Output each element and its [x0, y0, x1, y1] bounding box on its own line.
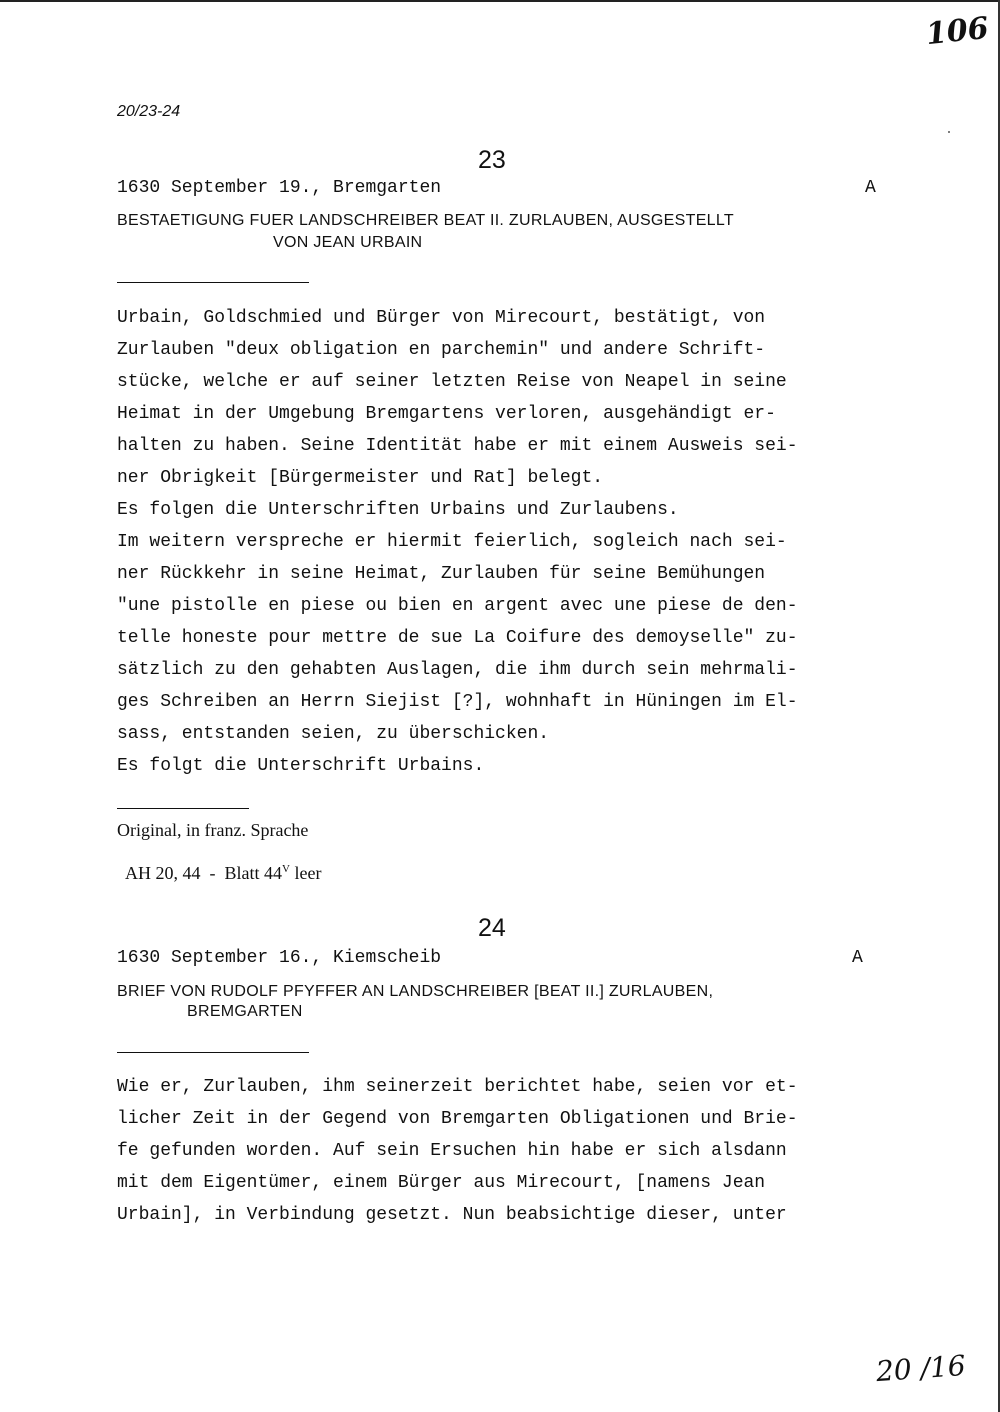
body-line: telle honeste pour mettre de sue La Coifure des demoyselle" zu- — [117, 628, 798, 648]
entry-23-title-line-2: VON JEAN URBAIN — [273, 234, 423, 251]
entry-23-note-rule — [117, 808, 249, 809]
entry-number-23: 23 — [478, 146, 506, 174]
note-source-prefix: AH 20, 44 - Blatt 44 — [125, 863, 283, 883]
handwritten-page-mark: 20 /16 — [874, 1348, 967, 1389]
entry-number-24: 24 — [478, 914, 506, 942]
body-line: ges Schreiben an Herrn Siejist [?], wohnhaft in Hüningen im El- — [117, 692, 798, 712]
page-top-border — [0, 0, 1000, 2]
note-verso-superscript: V — [282, 863, 290, 875]
body-line: stücke, welche er auf seiner letzten Reise von Neapel in seine — [117, 372, 787, 392]
body-line: halten zu haben. Seine Identität habe er mit einem Ausweis sei- — [117, 436, 798, 456]
entry-23-title-line-1: BESTAETIGUNG FUER LANDSCHREIBER BEAT II. ZURLAUBEN, AUSGESTELLT — [117, 212, 734, 229]
entry-24-title-rule — [117, 1052, 309, 1053]
body-line: Urbain], in Verbindung gesetzt. Nun beabsichtige dieser, unter — [117, 1205, 787, 1225]
body-line: ner Obrigkeit [Bürgermeister und Rat] belegt. — [117, 468, 604, 488]
entry-23-marker: A — [865, 178, 876, 198]
body-line: fe gefunden worden. Auf sein Ersuchen hin habe er sich alsdann — [117, 1141, 787, 1161]
body-line: Es folgen die Unterschriften Urbains und Zurlaubens. — [117, 500, 679, 520]
file-reference: 20/23-24 — [117, 103, 181, 120]
entry-24-marker: A — [852, 948, 863, 968]
body-line: mit dem Eigentümer, einem Bürger aus Mirecourt, [namens Jean — [117, 1173, 766, 1193]
body-line: Zurlauben "deux obligation en parchemin" und andere Schrift- — [117, 340, 766, 360]
entry-24-title-line-2: BREMGARTEN — [187, 1003, 303, 1020]
body-line: licher Zeit in der Gegend von Bremgarten Obligationen und Brie- — [117, 1109, 798, 1129]
entry-23-note-source — [117, 842, 321, 884]
body-line: "une pistolle en piese ou bien en argent avec une piese de den- — [117, 596, 798, 616]
archive-stamp: 106 — [924, 10, 991, 53]
note-source-suffix: leer — [289, 863, 322, 883]
body-line: Es folgt die Unterschrift Urbains. — [117, 756, 485, 776]
entry-24-date-place: 1630 September 16., Kiemscheib — [117, 948, 442, 968]
entry-24-title-line-1: BRIEF VON RUDOLF PFYFFER AN LANDSCHREIBER [BEAT II.] ZURLAUBEN, — [117, 983, 714, 1000]
body-line: Urbain, Goldschmied und Bürger von Mirecourt, bestätigt, von — [117, 308, 766, 328]
body-line: sass, entstanden seien, zu überschicken. — [117, 724, 550, 744]
body-line: Im weitern verspreche er hiermit feierlich, sogleich nach sei- — [117, 532, 787, 552]
body-line: ner Rückkehr in seine Heimat, Zurlauben für seine Bemühungen — [117, 564, 766, 584]
entry-23-body — [117, 302, 897, 782]
entry-23-title-rule — [117, 282, 309, 283]
entry-23-note-original: Original, in franz. Sprache — [117, 820, 309, 840]
entry-24-body — [117, 1071, 897, 1231]
scan-speck — [948, 131, 950, 133]
body-line: Heimat in der Umgebung Bremgartens verloren, ausgehändigt er- — [117, 404, 776, 424]
body-line: sätzlich zu den gehabten Auslagen, die ihm durch sein mehrmali- — [117, 660, 798, 680]
entry-23-date-place: 1630 September 19., Bremgarten — [117, 178, 442, 198]
body-line: Wie er, Zurlauben, ihm seinerzeit berichtet habe, seien vor et- — [117, 1077, 798, 1097]
